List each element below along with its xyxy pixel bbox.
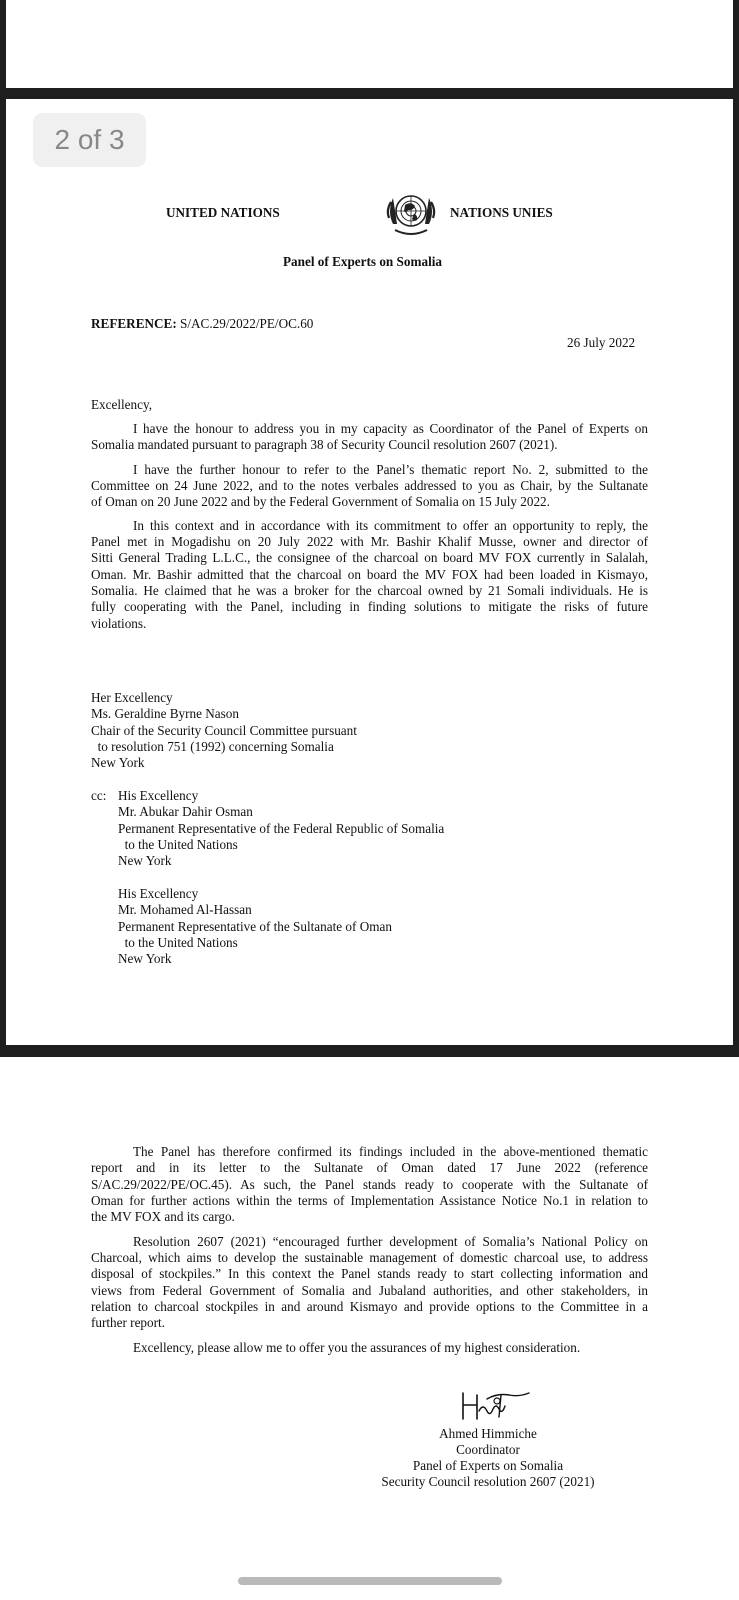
cc-line: Mr. Abukar Dahir Osman [118,804,253,819]
paragraph-line: of Oman on 20 June 2022 and by the Federal Government of Somalia on 15 July 2022. [91,494,550,509]
paragraph-line: the MV FOX and its cargo. [91,1209,235,1224]
cc-line: New York [118,853,172,868]
paragraph-line: In this context and in accordance with its commitment to offer an opportunity to reply, the [133,518,648,533]
paragraph-line: Oman for further actions within the terms of Implementation Assistance Notice No.1 in relation to [91,1193,648,1208]
paragraph-line: Somalia. He claimed that he was a broker for the charcoal owned by 21 Somali individuals. He is [91,583,648,598]
reference-line [91,316,313,332]
page-side-border-right [733,0,739,1045]
paragraph-line: Sitti General Trading L.L.C., the consignee of the charcoal on board MV FOX currently in Salalah, [91,550,648,565]
reference-label: REFERENCE: [91,316,177,331]
cc-line: His Excellency [118,788,199,803]
paragraph-line: fully cooperating with the Panel, including in finding solutions to mitigate the risks of future [91,599,648,614]
addressee-line: to resolution 751 (1992) concerning Somalia [91,739,334,754]
cc-line: to the United Nations [118,837,238,852]
page-side-border-left [0,0,6,1045]
page-indicator-badge: 2 of 3 [33,113,146,167]
un-emblem-icon [381,184,441,242]
home-indicator[interactable] [238,1577,502,1585]
cc-line: to the United Nations [118,935,238,950]
previous-page-fragment [6,0,733,88]
cc-line: New York [118,951,172,966]
cc-label: cc: [91,788,107,803]
paragraph-line: I have the further honour to refer to the Panel’s thematic report No. 2, submitted to the [133,462,648,477]
addressee-line: Chair of the Security Council Committee pursuant [91,723,357,738]
paragraph-line: disposal of stockpiles.” In this context the Panel stands ready to start collecting information and [91,1266,648,1281]
panel-name: Panel of Experts on Somalia [283,254,442,269]
addressee-line: Her Excellency [91,690,173,705]
paragraph-line: I have the honour to address you in my capacity as Coordinator of the Panel of Experts on [133,421,648,436]
letterhead-right-title: NATIONS UNIES [450,205,553,220]
paragraph-line: report and in its letter to the Sultanate of Oman dated 17 June 2022 (reference [91,1160,648,1175]
signatory-organization: Panel of Experts on Somalia [412,1458,564,1473]
cc-line: Permanent Representative of the Federal Republic of Somalia [118,821,445,836]
signatory-title: Coordinator [456,1442,520,1457]
paragraph-line: S/AC.29/2022/PE/OC.45). As such, the Panel stands ready to cooperate with the Sultanate of [91,1177,648,1192]
paragraph-line: Somalia mandated pursuant to paragraph 38 of Security Council resolution 2607 (2021). [91,437,558,452]
paragraph-line: Panel met in Mogadishu on 20 July 2022 with Mr. Bashir Khalif Musse, owner and director of [91,534,648,549]
paragraph-line: violations. [91,616,147,631]
addressee-line: Ms. Geraldine Byrne Nason [91,706,239,721]
paragraph-line: Oman. Mr. Bashir admitted that the charcoal on board the MV FOX had been loaded in Kismayo, [91,567,648,582]
cc-line: Mr. Mohamed Al-Hassan [118,902,252,917]
addressee-line: New York [91,755,145,770]
letter-date: 26 July 2022 [567,335,636,350]
cc-line: Permanent Representative of the Sultanate of Oman [118,919,392,934]
paragraph-line: The Panel has therefore confirmed its findings included in the above-mentioned thematic [133,1144,648,1159]
paragraph-line: relation to charcoal stockpiles in and around Kismayo and provide options to the Committee in a [91,1299,648,1314]
letterhead-left-title: UNITED NATIONS [166,205,280,220]
handwritten-signature [457,1385,537,1425]
paragraph-line: views from Federal Government of Somalia and Jubaland authorities, and other stakeholders, in [91,1283,648,1298]
salutation: Excellency, [91,397,153,412]
paragraph-line: Charcoal, which aims to develop the sustainable management of domestic charcoal use, to address [91,1250,648,1265]
paragraph-line: Committee on 24 June 2022, and to the notes verbales addressed to you as Chair, by the Sultanate [91,478,648,493]
page-separator [0,88,739,99]
cc-line: His Excellency [118,886,199,901]
reference-value: S/AC.29/2022/PE/OC.60 [180,316,314,331]
paragraph-line: further report. [91,1315,165,1330]
signatory-name: Ahmed Himmiche [439,1426,537,1441]
paragraph-line: Resolution 2607 (2021) “encouraged further development of Somalia’s National Policy on [133,1234,648,1249]
closing-line: Excellency, please allow me to offer you the assurances of my highest consideration. [133,1340,581,1355]
page-separator [0,1045,739,1057]
signatory-mandate: Security Council resolution 2607 (2021) [381,1474,595,1489]
